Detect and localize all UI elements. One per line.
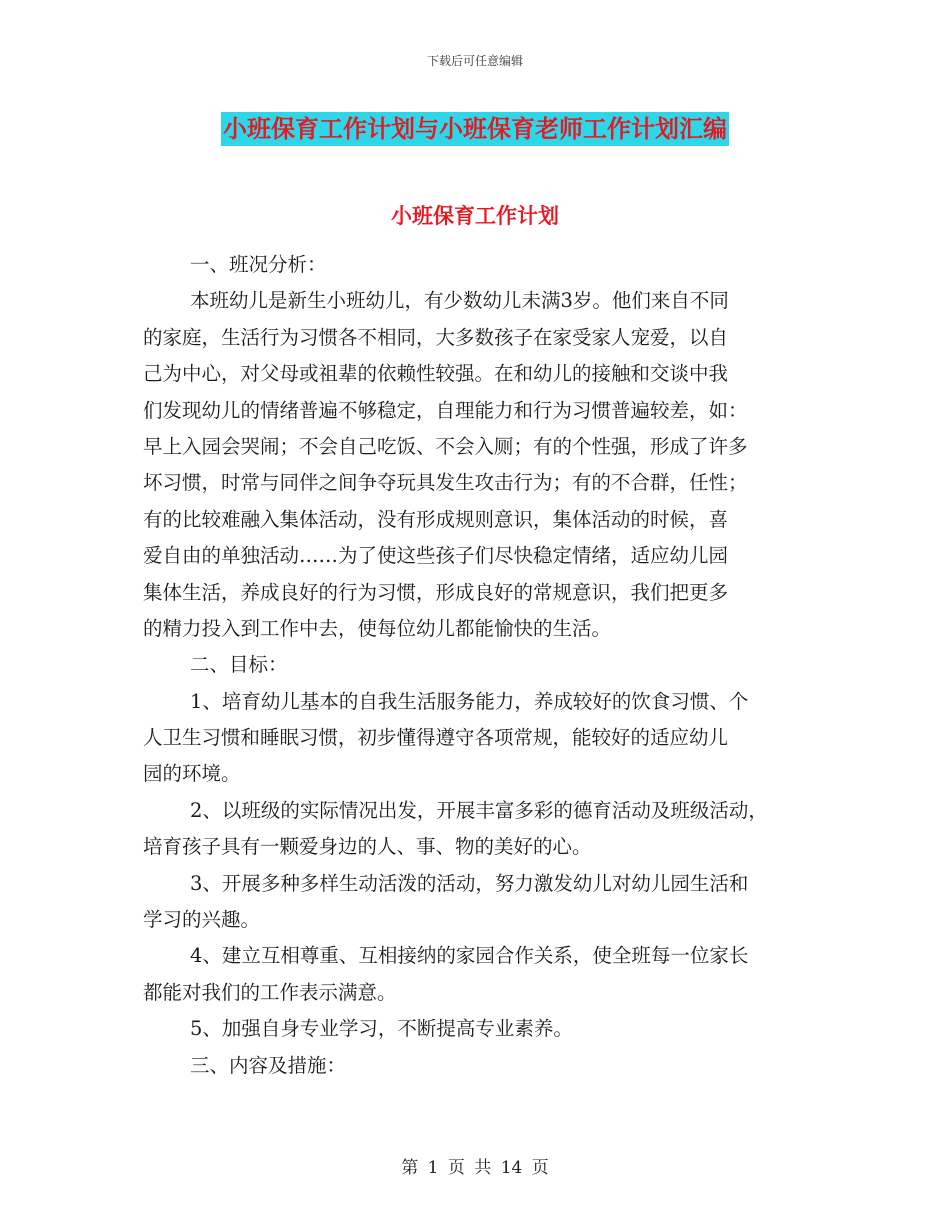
body-text [143, 247, 823, 1084]
paragraph-line: 2、以班级的实际情况出发，开展丰富多彩的德育活动及班级活动， [190, 798, 768, 822]
paragraph-line: 早上入园会哭闹；不会自己吃饭、不会入厕；有的个性强，形成了许多 [143, 434, 748, 458]
paragraph-line: 的精力投入到工作中去，使每位幼儿都能愉快的生活。 [143, 616, 612, 640]
paragraph-line: 二、目标： [190, 653, 288, 677]
paragraph-line: 一、班况分析： [190, 253, 327, 276]
paragraph-line: 的家庭，生活行为习惯各不相同，大多数孩子在家受家人宠爱，以自 [143, 325, 729, 349]
paragraph-line: 4、建立互相尊重、互相接纳的家园合作关系，使全班每一位家长 [190, 944, 749, 968]
paragraph-line: 园的环境。 [143, 762, 241, 786]
paragraph-line: 有的比较难融入集体活动，没有形成规则意识，集体活动的时候，喜 [143, 507, 729, 531]
paragraph-line: 5、加强自身专业学习，不断提高专业素养。 [190, 1017, 573, 1041]
main-title: 小班保育工作计划与小班保育老师工作计划汇编 [221, 112, 729, 146]
paragraph-line: 培育孩子具有一颗爱身边的人、事、物的美好的心。 [143, 835, 592, 859]
page-footer: 第 1 页 共 14 页 [401, 1158, 549, 1178]
paragraph-line: 都能对我们的工作表示满意。 [143, 980, 397, 1004]
paragraph-line: 集体生活，养成良好的行为习惯，形成良好的常规意识，我们把更多 [143, 580, 729, 604]
paragraph-line: 本班幼儿是新生小班幼儿，有少数幼儿未满3岁。他们来自不同 [190, 289, 729, 313]
section-title: 小班保育工作计划 [391, 203, 559, 228]
paragraph-line: 们发现幼儿的情绪普遍不够稳定，自理能力和行为习惯普遍较差，如： [143, 398, 748, 422]
paragraph-line: 三、内容及措施： [190, 1053, 347, 1077]
paragraph-line: 己为中心，对父母或祖辈的依赖性较强。在和幼儿的接触和交谈中我 [143, 362, 729, 386]
header-note: 下载后可任意编辑 [426, 54, 523, 68]
paragraph-line: 1、培育幼儿基本的自我生活服务能力，养成较好的饮食习惯、个 [190, 689, 749, 713]
paragraph-line: 坏习惯，时常与同伴之间争夺玩具发生攻击行为；有的不合群，任性； [143, 471, 748, 495]
paragraph-line: 学习的兴趣。 [143, 908, 261, 932]
paragraph-line: 爱自由的单独活动……为了使这些孩子们尽快稳定情绪，适应幼儿园 [143, 544, 729, 568]
paragraph-line: 3、开展多种多样生动活泼的活动，努力激发幼儿对幼儿园生活和 [190, 871, 749, 895]
paragraph-line: 人卫生习惯和睡眠习惯，初步懂得遵守各项常规，能较好的适应幼儿 [143, 726, 729, 750]
